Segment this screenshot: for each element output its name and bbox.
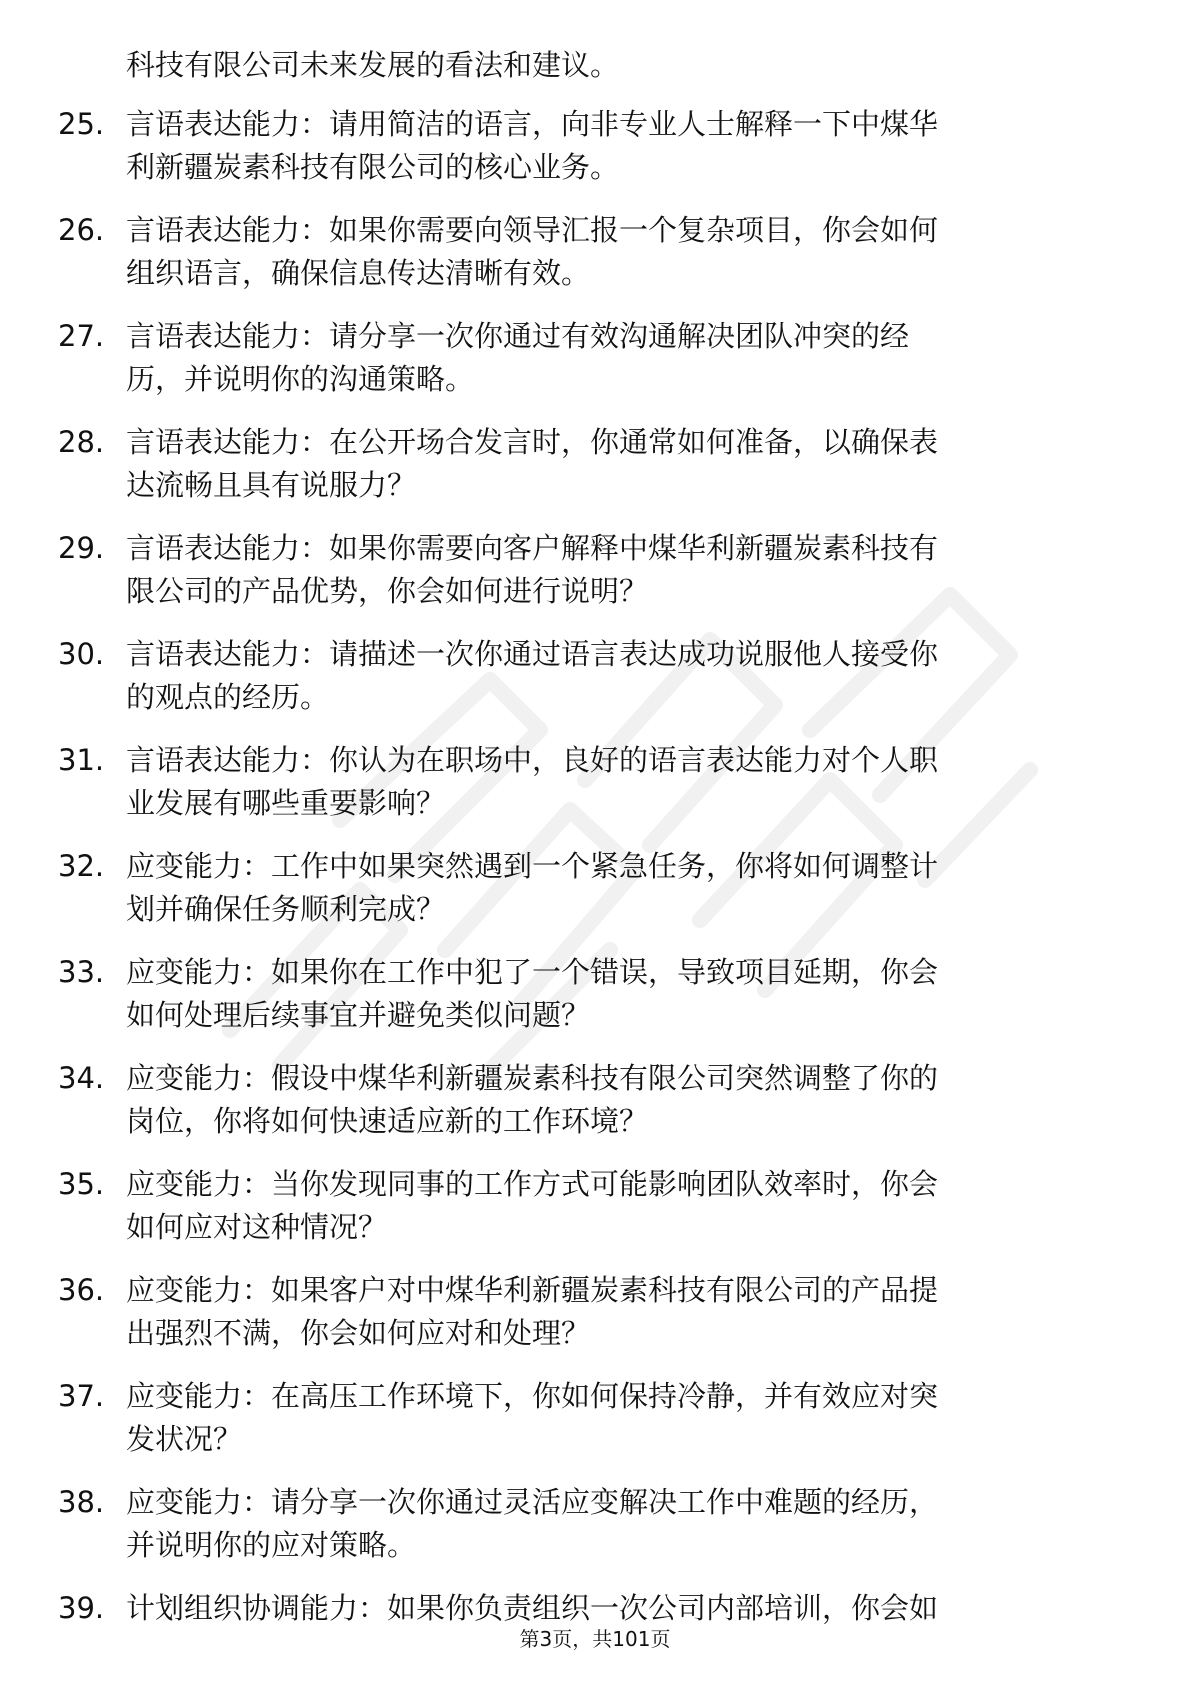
- question-text-line: 言语表达能力：如果你需要向领导汇报一个复杂项目，你会如何: [126, 213, 939, 247]
- question-text-line: 岗位，你将如何快速适应新的工作环境？: [126, 1104, 649, 1138]
- question-number: 39.: [58, 1591, 105, 1625]
- continued-question-text: 科技有限公司未来发展的看法和建议。: [126, 48, 620, 82]
- question-item-25: [58, 103, 1118, 189]
- question-text: [126, 1163, 1116, 1249]
- question-text: [126, 1375, 1116, 1461]
- question-text-line: 言语表达能力：请描述一次你通过语言表达成功说服他人接受你: [126, 637, 939, 671]
- question-number: 35.: [58, 1167, 105, 1201]
- question-text-line: 应变能力：工作中如果突然遇到一个紧急任务，你将如何调整计: [126, 849, 939, 883]
- question-item-33: [58, 951, 1118, 1037]
- question-text: [126, 315, 1116, 401]
- question-text-line: 应变能力：当你发现同事的工作方式可能影响团队效率时，你会: [126, 1167, 939, 1201]
- question-item-26: [58, 209, 1118, 295]
- question-text-line: 出强烈不满，你会如何应对和处理？: [126, 1316, 591, 1350]
- question-text-line: 计划组织协调能力：如果你负责组织一次公司内部培训，你会如: [126, 1591, 939, 1625]
- question-text-line: 言语表达能力：在公开场合发言时，你通常如何准备，以确保表: [126, 425, 939, 459]
- question-number: 27.: [58, 319, 105, 353]
- question-text-line: 应变能力：如果客户对中煤华利新疆炭素科技有限公司的产品提: [126, 1273, 939, 1307]
- question-text-line: 组织语言，确保信息传达清晰有效。: [126, 256, 591, 290]
- question-text-line: 划并确保任务顺利完成？: [126, 892, 446, 926]
- question-item-32: [58, 845, 1118, 931]
- question-number: 29.: [58, 531, 105, 565]
- question-text-line: 并说明你的应对策略。: [126, 1528, 417, 1562]
- question-list: [58, 49, 1118, 1650]
- question-number: 36.: [58, 1273, 105, 1307]
- question-text-line: 应变能力：如果你在工作中犯了一个错误，导致项目延期，你会: [126, 955, 939, 989]
- question-text: [126, 527, 1116, 613]
- question-item-36: [58, 1269, 1118, 1355]
- question-number: 30.: [58, 637, 105, 671]
- question-text: [126, 951, 1116, 1037]
- question-number: 25.: [58, 107, 105, 141]
- question-text-line: 如何处理后续事宜并避免类似问题？: [126, 998, 591, 1032]
- question-item-30: [58, 633, 1118, 719]
- question-item-35: [58, 1163, 1118, 1249]
- question-number: 33.: [58, 955, 105, 989]
- question-item-28: [58, 421, 1118, 507]
- question-text: [126, 1057, 1116, 1143]
- question-text-line: 言语表达能力：你认为在职场中，良好的语言表达能力对个人职: [126, 743, 939, 777]
- question-text-line: 发状况？: [126, 1422, 243, 1456]
- question-text-line: 业发展有哪些重要影响？: [126, 786, 446, 820]
- question-number: 32.: [58, 849, 105, 883]
- question-text-line: 达流畅且具有说服力？: [126, 468, 417, 502]
- question-number: 31.: [58, 743, 105, 777]
- question-text-line: 应变能力：在高压工作环境下，你如何保持冷静，并有效应对突: [126, 1379, 939, 1413]
- question-text-line: 应变能力：假设中煤华利新疆炭素科技有限公司突然调整了你的: [126, 1061, 939, 1095]
- question-number: 38.: [58, 1485, 105, 1519]
- question-text-line: 言语表达能力：请用简洁的语言，向非专业人士解释一下中煤华: [126, 107, 939, 141]
- question-item-34: [58, 1057, 1118, 1143]
- question-text: [126, 633, 1116, 719]
- question-text-line: 如何应对这种情况？: [126, 1210, 388, 1244]
- question-text: [126, 1587, 1116, 1630]
- page-number-footer: 第3页，共101页: [519, 1627, 671, 1651]
- question-number: 28.: [58, 425, 105, 459]
- question-item-39: [58, 1587, 1118, 1630]
- question-text-line: 利新疆炭素科技有限公司的核心业务。: [126, 150, 620, 184]
- question-text-line: 应变能力：请分享一次你通过灵活应变解决工作中难题的经历，: [126, 1485, 939, 1519]
- question-item-37: [58, 1375, 1118, 1461]
- question-text-line: 历，并说明你的沟通策略。: [126, 362, 475, 396]
- question-text-line: 的观点的经历。: [126, 680, 330, 714]
- question-text-line: 限公司的产品优势，你会如何进行说明？: [126, 574, 649, 608]
- question-text: [126, 845, 1116, 931]
- question-text: [126, 421, 1116, 507]
- question-number: 34.: [58, 1061, 105, 1095]
- question-item-38: [58, 1481, 1118, 1567]
- question-item-29: [58, 527, 1118, 613]
- question-text-line: 言语表达能力：如果你需要向客户解释中煤华利新疆炭素科技有: [126, 531, 939, 565]
- question-number: 26.: [58, 213, 105, 247]
- question-text: [126, 209, 1116, 295]
- question-text: [126, 1269, 1116, 1355]
- question-text: [126, 1481, 1116, 1567]
- question-number: 37.: [58, 1379, 105, 1413]
- question-item-27: [58, 315, 1118, 401]
- question-text: [126, 103, 1116, 189]
- question-text-line: 言语表达能力：请分享一次你通过有效沟通解决团队冲突的经: [126, 319, 910, 353]
- question-item-31: [58, 739, 1118, 825]
- question-text: [126, 739, 1116, 825]
